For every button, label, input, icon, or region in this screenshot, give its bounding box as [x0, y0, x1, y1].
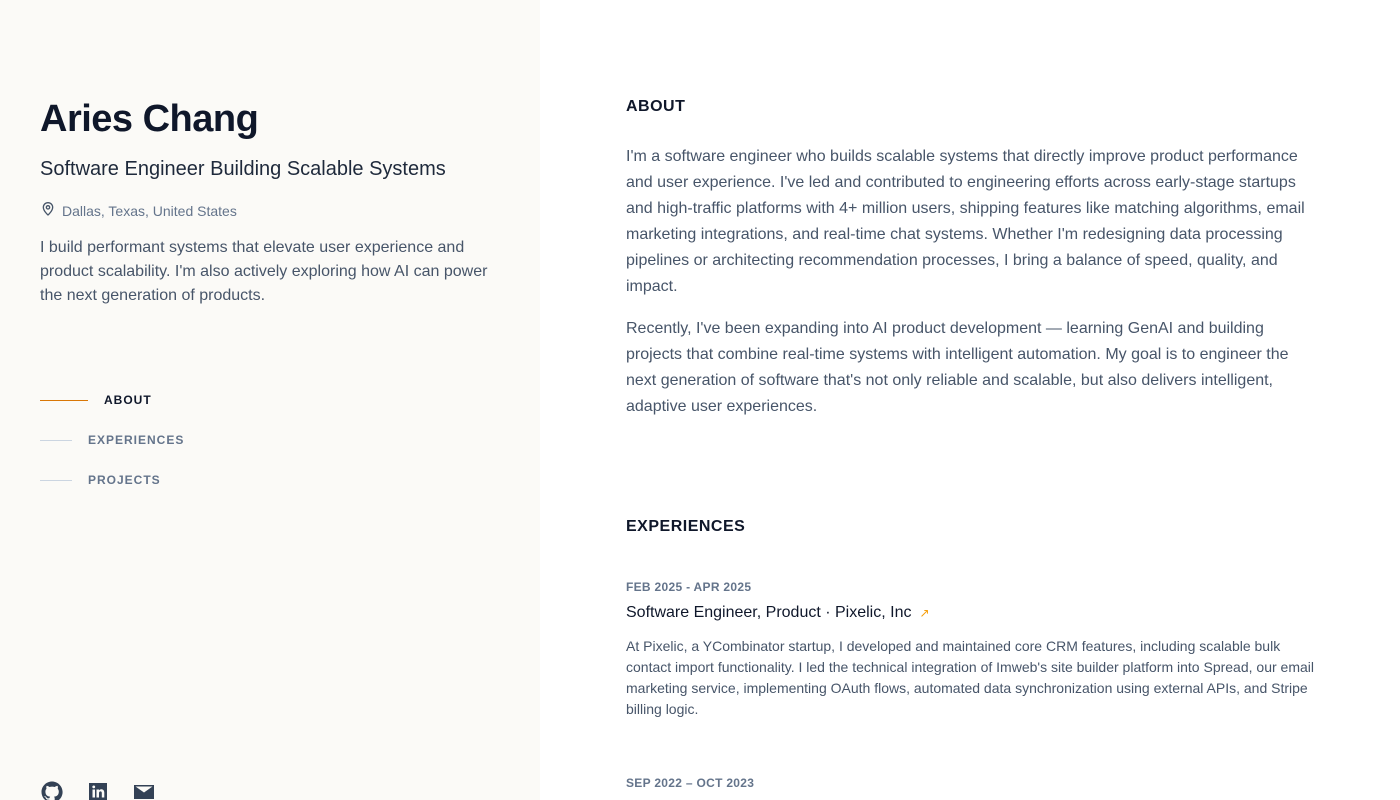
location-text: Dallas, Texas, United States [62, 202, 237, 219]
map-pin-icon [40, 201, 56, 220]
github-icon[interactable] [40, 780, 64, 800]
nav-item-label: PROJECTS [88, 473, 161, 487]
about-heading: ABOUT [626, 98, 686, 115]
linkedin-icon[interactable] [86, 780, 110, 800]
nav-item-experiences[interactable] [40, 420, 184, 460]
experiences-heading: EXPERIENCES [626, 518, 746, 535]
nav-item-label: ABOUT [104, 393, 152, 407]
nav-indicator-line [40, 400, 88, 401]
nav-indicator-line [40, 440, 72, 441]
social-links [40, 780, 156, 800]
experience-title-link[interactable] [626, 604, 930, 622]
profile-tagline: Software Engineer Building Scalable Systems [40, 158, 446, 180]
arrow-up-right-icon: ↗ [919, 606, 930, 620]
about-paragraph: Recently, I've been expanding into AI product development — learning GenAI and building projects that combine real-time systems with intelligent automation. My goal is to engineer the next generation of software that's not only reliable and scalable, but also delivers intelligent, adaptive user experiences. [626, 320, 1289, 415]
experience-date: FEB 2025 - APR 2025 [626, 580, 752, 594]
mail-icon[interactable] [132, 780, 156, 800]
nav-item-projects[interactable] [40, 460, 184, 500]
experience-description: At Pixelic, a YCombinator startup, I developed and maintained core CRM features, including scalable bulk contact import functionality. I led the technical integration of Imweb's site builder platform into Spread, our email marketing service, implementing OAuth flows, automated data synchronization using external APIs, and Stripe billing logic. [626, 638, 1314, 717]
profile-location [40, 201, 237, 220]
nav-item-label: EXPERIENCES [88, 433, 185, 447]
profile-name: Aries Chang [40, 98, 259, 140]
section-nav [40, 380, 184, 500]
about-paragraph: I'm a software engineer who builds scalable systems that directly improve product performance and user experience. I've led and contributed to engineering efforts across early-stage startups and high-traffic platforms with 4+ million users, shipping features like matching algorithms, email marketing integrations, and real-time chat systems. Whether I'm redesigning data processing pipelines or architecting recommendation processes, I bring a balance of speed, quality, and impact. [626, 148, 1305, 295]
profile-bio: I build performant systems that elevate user experience and product scalability. I'm also actively exploring how AI can power the next generation of products. [40, 239, 488, 304]
nav-indicator-line [40, 480, 72, 481]
experience-date: SEP 2022 – OCT 2023 [626, 776, 755, 790]
sidebar [0, 0, 540, 800]
nav-item-about[interactable] [40, 380, 184, 420]
experience-title: Software Engineer, Product · Pixelic, Inc [626, 604, 912, 621]
